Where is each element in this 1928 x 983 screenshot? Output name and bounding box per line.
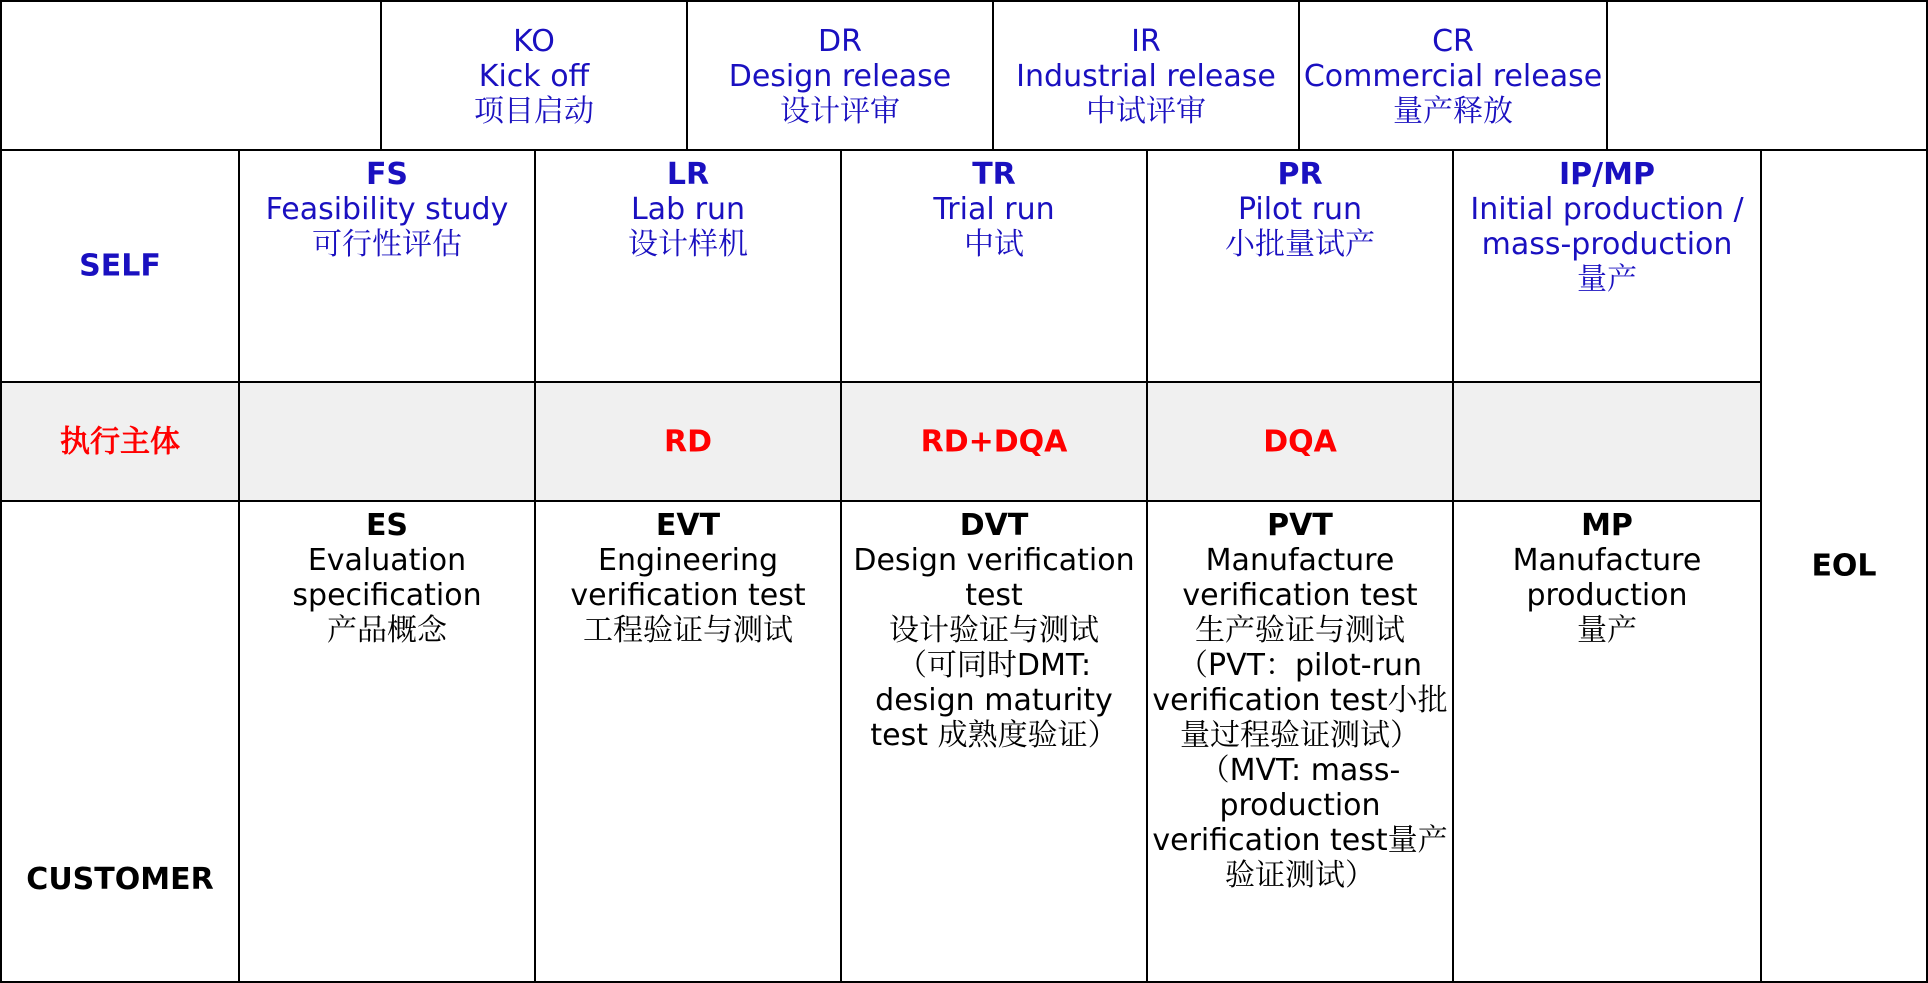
stage-line: 量产 (1577, 613, 1637, 648)
stage-line: production (1526, 578, 1688, 613)
self-stage-lr (534, 149, 842, 383)
stage-line: design maturity (875, 683, 1113, 718)
stage-code: TR (972, 157, 1016, 192)
eol-label: EOL (1811, 548, 1877, 584)
milestone-en: Commercial release (1303, 59, 1603, 94)
stage-line: test (965, 578, 1023, 613)
executor-cell-4 (1146, 381, 1454, 502)
executor-label: 执行主体 (60, 424, 180, 459)
stage-code: IP/MP (1559, 157, 1655, 192)
customer-label: CUSTOMER (26, 862, 214, 897)
row-label-customer (0, 500, 240, 983)
stage-code: ES (365, 508, 409, 543)
milestone-code: CR (1432, 24, 1474, 59)
milestone-zh: 量产释放 (1393, 94, 1513, 129)
customer-stage-es (238, 500, 536, 983)
stage-line: Design verification (853, 543, 1135, 578)
executor-cell-2 (534, 381, 842, 502)
stage-en: Trial run (933, 192, 1055, 227)
stage-code: LR (666, 157, 710, 192)
self-stage-tr (840, 149, 1148, 383)
stage-code: EVT (655, 508, 721, 543)
executor-value: DQA (1263, 424, 1337, 459)
header-end-cell (1606, 0, 1928, 151)
stage-line: verification test (570, 578, 806, 613)
stage-code: PR (1277, 157, 1323, 192)
stage-line: Manufacture (1205, 543, 1395, 578)
milestone-code: KO (513, 24, 555, 59)
stage-zh: 设计样机 (628, 227, 748, 262)
stage-line: （可同时DMT: (896, 648, 1092, 683)
self-label: SELF (79, 248, 161, 284)
executor-cell-3 (840, 381, 1148, 502)
executor-value: RD+DQA (920, 424, 1068, 459)
row-label-executor (0, 381, 240, 502)
stage-code: MP (1581, 508, 1633, 543)
stage-line: Engineering (598, 543, 778, 578)
milestone-zh: 项目启动 (474, 94, 594, 129)
stage-zh: 量产 (1577, 262, 1637, 297)
executor-cell-5 (1452, 381, 1762, 502)
row-label-self (0, 149, 240, 383)
stage-code: DVT (959, 508, 1029, 543)
stage-line: production (1219, 788, 1381, 823)
stage-zh: 中试 (964, 227, 1024, 262)
milestone-code: IR (1131, 24, 1161, 59)
header-blank-cell (0, 0, 382, 151)
eol-cell (1760, 149, 1928, 983)
customer-stage-evt (534, 500, 842, 983)
stage-line: verification test量产 (1152, 823, 1448, 858)
milestone-zh: 设计评审 (780, 94, 900, 129)
stage-line: （PVT：pilot-run (1178, 648, 1422, 683)
milestone-cr (1298, 0, 1608, 151)
customer-stage-mp (1452, 500, 1762, 983)
stage-line: 工程验证与测试 (583, 613, 793, 648)
executor-value: RD (663, 424, 712, 459)
stage-line: verification test (1182, 578, 1418, 613)
stage-line: verification test小批 (1152, 683, 1448, 718)
self-stage-fs (238, 149, 536, 383)
stage-code: FS (365, 157, 409, 192)
milestone-en: Design release (728, 59, 952, 94)
self-stage-ipmp (1452, 149, 1762, 383)
stage-en-2: mass-production (1481, 227, 1733, 262)
stage-en: Lab run (630, 192, 746, 227)
milestone-code: DR (818, 24, 862, 59)
stage-line: Evaluation (307, 543, 467, 578)
stage-line: 量过程验证测试） (1180, 718, 1420, 753)
stage-line: test 成熟度验证） (870, 718, 1118, 753)
self-stage-pr (1146, 149, 1454, 383)
stage-line: specification (292, 578, 482, 613)
milestone-ko (380, 0, 688, 151)
milestone-dr (686, 0, 994, 151)
stage-line: 生产验证与测试 (1195, 613, 1405, 648)
stage-line: 产品概念 (327, 613, 447, 648)
stage-line: （MVT: mass- (1199, 753, 1401, 788)
stage-en: Initial production / (1470, 192, 1744, 227)
stage-line: 验证测试） (1225, 858, 1375, 893)
stage-code: PVT (1267, 508, 1333, 543)
milestone-ir (992, 0, 1300, 151)
customer-stage-pvt (1146, 500, 1454, 983)
milestone-zh: 中试评审 (1086, 94, 1206, 129)
stage-zh: 小批量试产 (1225, 227, 1375, 262)
milestone-en: Industrial release (1016, 59, 1276, 94)
stage-line: Manufacture (1512, 543, 1702, 578)
executor-cell-1 (238, 381, 536, 502)
stage-en: Pilot run (1237, 192, 1363, 227)
stage-line: 设计验证与测试 (889, 613, 1099, 648)
stage-en: Feasibility study (265, 192, 509, 227)
customer-stage-dvt (840, 500, 1148, 983)
milestone-en: Kick off (478, 59, 590, 94)
stage-zh: 可行性评估 (312, 227, 462, 262)
